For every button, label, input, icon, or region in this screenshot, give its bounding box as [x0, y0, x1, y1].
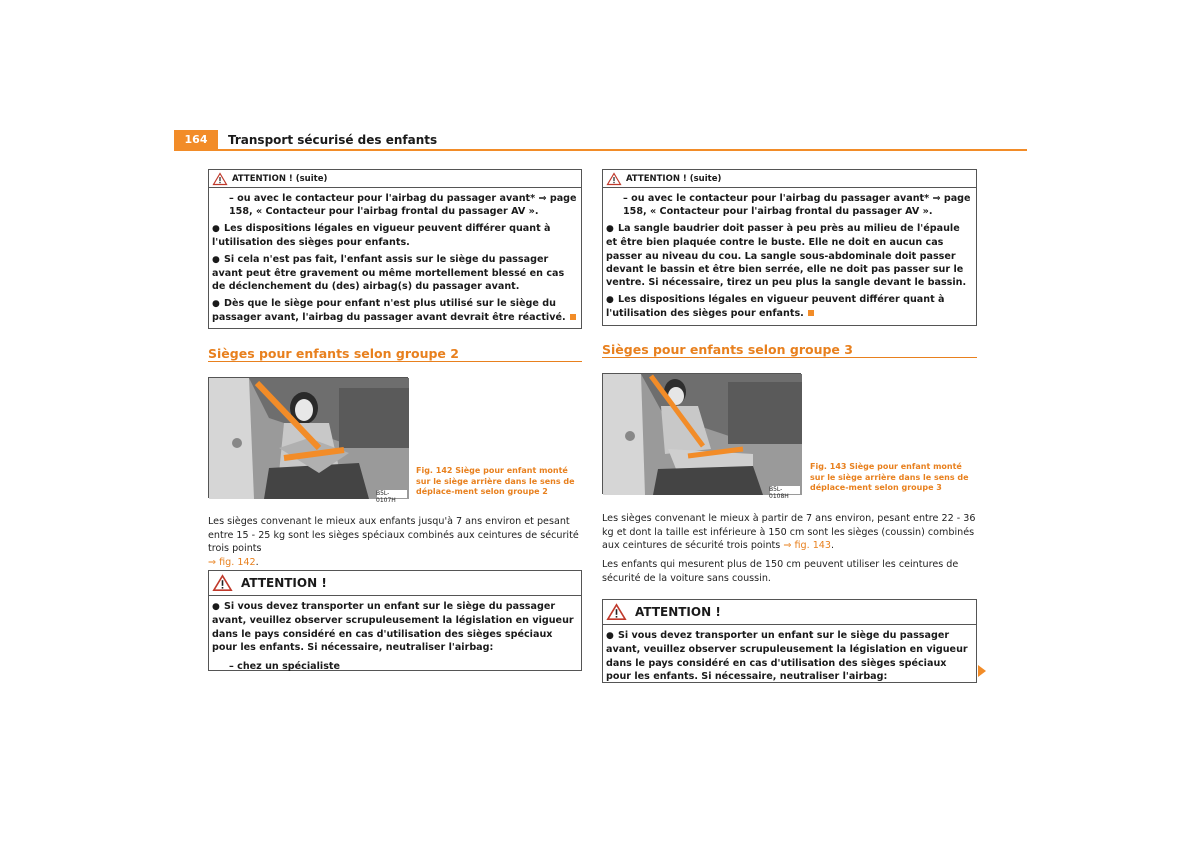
- figure-code: B5L-0107H: [376, 490, 396, 504]
- figure-code: B5L-0108H: [769, 486, 789, 500]
- warning-triangle-icon: [607, 604, 626, 620]
- warning-dash-item: – ou avec le contacteur pour l'airbag du passager avant* ⇒ page 158, « Contacteur pour l'airbag frontal du passager AV ».: [229, 193, 577, 218]
- warning-continued-box-left: [208, 169, 582, 329]
- warning-box-right: [602, 599, 977, 683]
- end-square-icon: [570, 314, 576, 320]
- warning-triangle-icon: [607, 173, 621, 185]
- warning-bullet-item: ● Si vous devez transporter un enfant sur le siège du passager avant, veuillez observer scrupuleusement la législation en vigueur dans le pays considéré en cas d'utilisation des sièges spéciaux pour les enfants. Si nécessaire, neutraliser l'airbag:: [606, 630, 968, 683]
- figure-143-image: [602, 373, 801, 500]
- warning-bullet-item: ● Les dispositions légales en vigueur peuvent différer quant à l'utilisation des sièges pour enfants.: [606, 293, 945, 320]
- warning-dash-item: – chez un spécialiste: [229, 660, 340, 672]
- warning-bullet-item: ● Si vous devez transporter un enfant sur le siège du passager avant, veuillez observer scrupuleusement la législation en vigueur dans le pays considéré en cas d'utilisation des sièges spéciaux pour les enfants. Si nécessaire, neutraliser l'airbag:: [212, 601, 574, 654]
- figure-reference-link[interactable]: ⇒ fig. 143: [783, 540, 832, 551]
- next-page-arrow-icon[interactable]: [978, 665, 986, 677]
- warning-bullet-item: ● Les dispositions légales en vigueur peuvent différer quant à l'utilisation des sièges pour enfants.: [212, 222, 551, 249]
- figure-142-image: [208, 377, 408, 504]
- section-title-group2: Sièges pour enfants selon groupe 2: [208, 346, 459, 361]
- section-title-group3: Sièges pour enfants selon groupe 3: [602, 342, 853, 357]
- warning-header-text: ATTENTION !: [241, 576, 327, 590]
- body-text-group3: Les sièges convenant le mieux à partir de 7 ans environ, pesant entre 22 - 36 kg et dont la taille est inférieure à 150 cm sont les sièges (coussin) combinés aux ceintures de sécurité trois points ⇒ fig. 143.: [602, 513, 976, 551]
- warning-header: [209, 571, 581, 596]
- header-rule: [174, 149, 1027, 151]
- body-text-group3-second: Les enfants qui mesurent plus de 150 cm peuvent utiliser les ceintures de sécurité de la voiture sans coussin.: [602, 559, 959, 584]
- warning-header: [603, 600, 976, 625]
- warning-dash-item: – ou avec le contacteur pour l'airbag du passager avant* ⇒ page 158, « Contacteur pour l'airbag frontal du passager AV ».: [623, 193, 971, 218]
- warning-header: [209, 170, 581, 188]
- page-number: 164: [174, 130, 218, 149]
- warning-triangle-icon: [213, 575, 232, 591]
- warning-bullet-item: ● La sangle baudrier doit passer à peu près au milieu de l'épaule et être bien plaquée contre le buste. Elle ne doit en aucun cas passer au niveau du cou. La sangle sous-abdominale doit passer devant le bassin et être bien serrée, elle ne doit pas passer sur le ventre. Si nécessaire, tirez un peu plus la sangle devant le bassin.: [606, 222, 967, 289]
- figure-reference-link[interactable]: ⇒ fig. 142: [208, 556, 256, 568]
- warning-header-text: ATTENTION ! (suite): [232, 173, 328, 184]
- figure-143-caption: Fig. 143 Siège pour enfant monté sur le siège arrière dans le sens de déplace-ment selon groupe 3: [810, 462, 969, 493]
- warning-header-text: ATTENTION ! (suite): [626, 173, 722, 184]
- warning-header: [603, 170, 976, 188]
- section-rule: [602, 357, 977, 358]
- page-title: Transport sécurisé des enfants: [228, 133, 438, 147]
- warning-header-text: ATTENTION !: [635, 605, 721, 619]
- warning-continued-box-right: [602, 169, 977, 326]
- figure-142-caption: Fig. 142 Siège pour enfant monté sur le siège arrière dans le sens de déplace-ment selon groupe 2: [416, 466, 575, 497]
- warning-triangle-icon: [213, 173, 227, 185]
- section-rule: [208, 361, 582, 362]
- warning-box-left: [208, 570, 582, 671]
- warning-bullet-item: ● Dès que le siège pour enfant n'est plus utilisé sur le siège du passager avant, l'airbag du passager avant devrait être réactivé.: [212, 297, 578, 325]
- body-text-group2: Les sièges convenant le mieux aux enfants jusqu'à 7 ans environ et pesant entre 15 - 25 kg sont les sièges spéciaux combinés aux ceintures de sécurité trois points ⇒ fig. 142.: [208, 516, 579, 568]
- warning-bullet-item: ● Si cela n'est pas fait, l'enfant assis sur le siège du passager avant peut être gravement ou même mortellement blessé en cas de déclenchement du (des) airbag(s) du passager avant.: [212, 253, 565, 293]
- end-square-icon: [808, 310, 814, 316]
